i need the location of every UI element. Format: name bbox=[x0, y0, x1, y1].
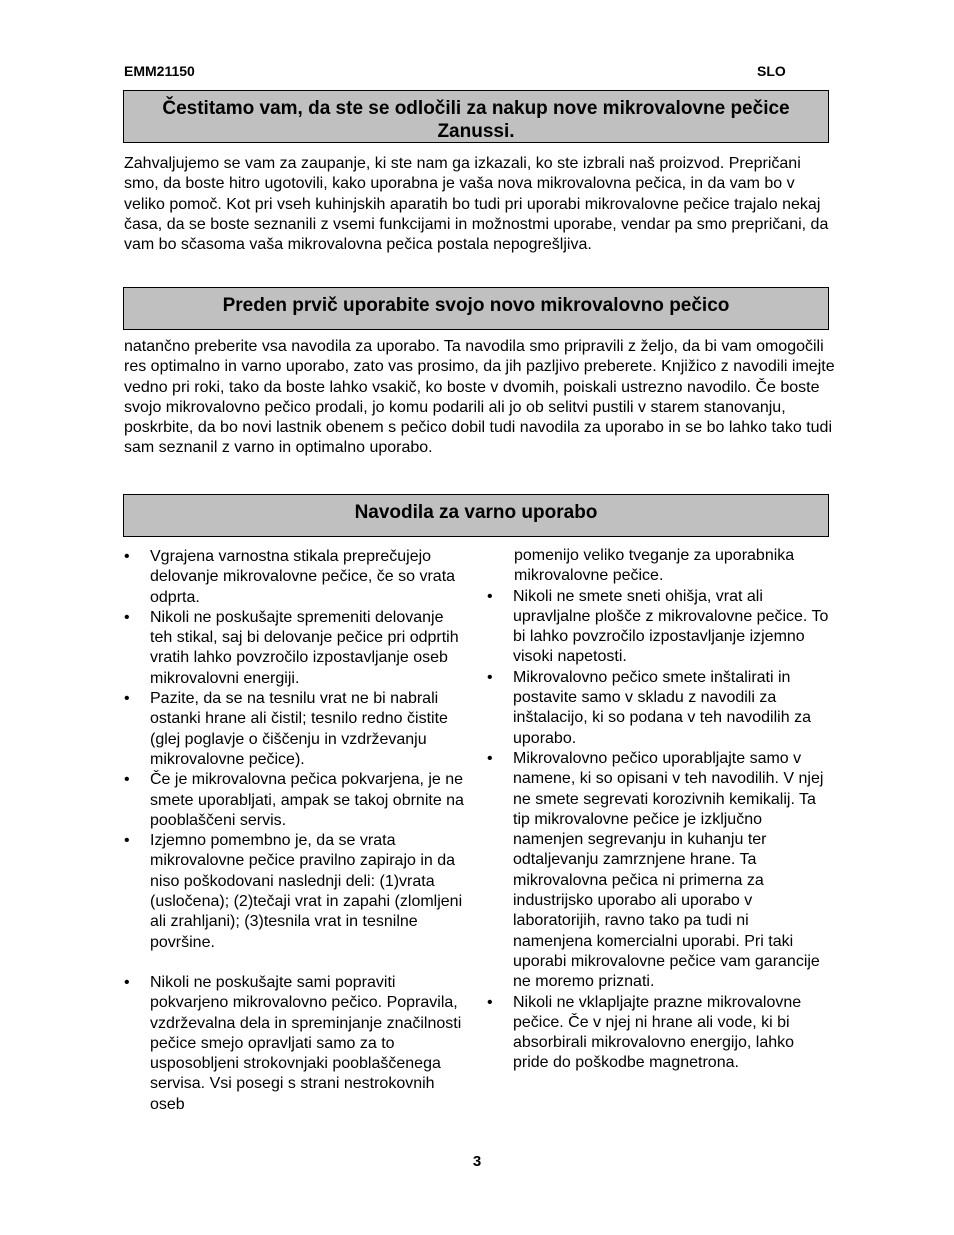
list-item bbox=[124, 770, 468, 831]
list-item-text: Mikrovalovno pečico smete inštalirati in postavite samo v skladu z navodili za inštalacijo, ki so podana v teh navodilih za uporabo. bbox=[513, 668, 811, 747]
list-item-text: Nikoli ne poskušajte sami popraviti pokvarjeno mikrovalovno pečico. Popravila, vzdrževalna dela in spreminjanje značilnosti pečice smejo opravljati samo za to usposobljeni strokovnjaki pooblaščenega servisa. Vsi posegi s strani nestrokovnih oseb bbox=[150, 973, 462, 1113]
list-continuation-text: pomenijo veliko tveganje za uporabnika mikrovalovne pečice. bbox=[514, 547, 795, 585]
bullet-icon: • bbox=[124, 973, 130, 991]
bullet-icon: • bbox=[124, 832, 130, 850]
language-code: SLO bbox=[757, 63, 786, 79]
list-item bbox=[487, 993, 832, 1074]
list-item-text: Vgrajena varnostna stikala preprečujejo delovanje mikrovalovne pečice, če so vrata odprta. bbox=[150, 548, 456, 606]
list-item bbox=[124, 547, 468, 608]
page-number: 3 bbox=[472, 1153, 482, 1170]
bullet-icon: • bbox=[487, 587, 493, 605]
safety-column-right bbox=[487, 546, 832, 1074]
safety-column-left bbox=[124, 547, 468, 1115]
list-item bbox=[124, 689, 468, 770]
intro-paragraph: Zahvaljujemo se vam za zaupanje, ki ste nam ga izkazali, ko ste izbrali naš proizvod. Prepričani smo, da boste hitro ugotovili, kako uporabna je vaša nova mikrovalovna pečica, in da vam bo v veliko pomoč. Kot pri vseh kuhinjskih aparatih bo tudi pri uporabi mikrovalovne pečice trajalo nekaj časa, da se boste seznanili z vsemi funkcijami in možnostmi uporabe, vendar pa smo prepričani, da vam bo sčasoma vaša mikrovalovna pečica postala nepogrešljiva. bbox=[124, 155, 829, 254]
list-item-text: Nikoli ne poskušajte spremeniti delovanje teh stikal, saj bi delovanje pečice pri odprtih vratih lahko povzročilo izpostavljanje oseb mikrovalovni energiji. bbox=[150, 608, 459, 687]
list-item bbox=[124, 608, 468, 689]
bullet-icon: • bbox=[487, 749, 493, 767]
bullet-icon: • bbox=[124, 548, 130, 565]
safety-heading: Navodila za varno uporabo bbox=[123, 494, 829, 537]
list-item-text: Če je mikrovalovna pečica pokvarjena, je ne smete uporabljati, ampak se takoj obrnite na pooblaščeni servis. bbox=[150, 771, 464, 829]
list-item bbox=[124, 973, 468, 1115]
bullet-icon: • bbox=[124, 771, 130, 789]
list-item-text: Nikoli ne smete sneti ohišja, vrat ali upravljalne plošče z mikrovalovne pečice. To bi lahko povzročilo izpostavljanje izjemno visoki napetosti. bbox=[513, 587, 829, 666]
list-item-text: Pazite, da se na tesnilu vrat ne bi nabrali ostanki hrane ali čistil; tesnilo redno čistite (glej poglavje o čiščenju in vzdrževanju mikrovalovne pečice). bbox=[150, 690, 448, 768]
bullet-icon: • bbox=[487, 993, 493, 1011]
model-code: EMM21150 bbox=[124, 63, 195, 79]
before-first-use-heading: Preden prvič uporabite svojo novo mikrovalovno pečico bbox=[123, 287, 829, 330]
list-item-text: Mikrovalovno pečico uporabljajte samo v namene, ki so opisani v teh navodilih. V njej ne smete segrevati korozivnih kemikalij. Ta tip mikrovalovne pečice je izključno namenjen segrevanju in kuhanju ter odtaljevanju zamrznjene hrane. Ta mikrovalovna pečica ni primerna za industrijsko uporabo ali uporabo v laboratorijih, ravno tako pa tudi ni namenjena komercialni uporabi. Pri taki uporabi mikrovalovne pečice vam garancije ne moremo priznati. bbox=[513, 749, 824, 991]
list-item-text: Nikoli ne vklapljajte prazne mikrovalovne pečice. Če v njej ni hrane ali vode, ki bi absorbirali mikrovalovno energijo, lahko pride do poškodbe magnetrona. bbox=[513, 993, 802, 1072]
list-item bbox=[487, 749, 832, 993]
list-item bbox=[487, 668, 832, 749]
list-item bbox=[487, 587, 832, 668]
list-item-text: Izjemno pomembno je, da se vrata mikrovalovne pečice pravilno zapirajo in da niso poškodovani naslednji deli: (1)vrata (usločena); (2)tečaji vrat in zapahi (zlomljeni ali zrahljani); (3)tesnila vrat in tesnilne površine. bbox=[150, 832, 463, 951]
bullet-icon: • bbox=[124, 690, 130, 708]
bullet-icon: • bbox=[124, 608, 130, 626]
congratulations-heading: Čestitamo vam, da ste se odločili za nakup nove mikrovalovne pečice Zanussi. bbox=[123, 90, 829, 143]
bullet-icon: • bbox=[487, 668, 493, 686]
before-first-use-paragraph: natančno preberite vsa navodila za uporabo. Ta navodila smo pripravili z željo, da bi vam omogočili res optimalno in varno uporabo, zato vas prosimo, da jih pazljivo preberete. Knjižico z navodili imejte vedno pri roki, tako da boste lahko vsakič, ko boste v dvomih, poiskali ustrezno navodilo. Če boste svojo mikrovalovno pečico prodali, jo komu podarili ali jo ob selitvi pustili v starem stanovanju, poskrbite, da bo novi lastnik obenem s pečico dobil tudi navodila za uporabo in se bo lahko tako tudi sam seznanil z varno in optimalno uporabo. bbox=[124, 338, 835, 457]
list-item bbox=[124, 831, 468, 953]
